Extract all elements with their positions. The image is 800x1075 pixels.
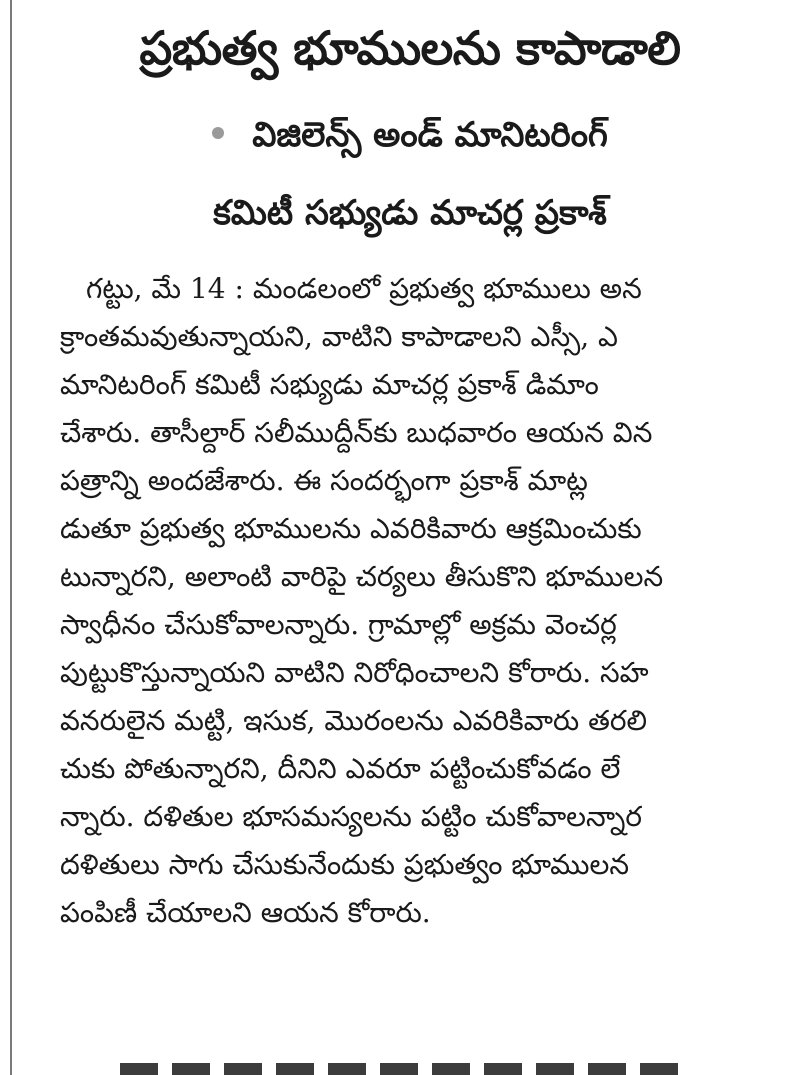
body-line-9: పుట్టుకొస్తున్నాయని వాటిని నిరోధించాలని కోరారు. సహ [60,656,649,689]
body-line-12: న్నారు. దళితుల భూసమస్యలను పట్టిం చుకోవాలన్నార [60,800,642,833]
body-line-11: చుకు పోతున్నారని, దీనిని ఎవరూ పట్టించుకోవడం లే [60,752,621,785]
body-line-1: గట్టు, మే 14 : మండలంలో ప్రభుత్వ భూములు అన [86,272,642,305]
bullet-icon [212,127,224,139]
body-line-4: చేశారు. తాసీల్దార్ సలీముద్దీన్‌కు బుధవారం ఆయన విన [60,416,653,449]
body-line-7: టున్నారని, అలాంటి వారిపై చర్యలు తీసుకొని భూములన [60,560,664,593]
next-article-heading-fragment [120,1052,680,1075]
subheadline-2: కమిటీ సభ్యుడు మాచర్ల ప్రకాశ్ [213,193,607,233]
body-line-2: క్రాంతమవుతున్నాయని, వాటిని కాపాడాలని ఎస్సీ, ఎ [60,320,618,353]
column-rule [10,0,12,1075]
body-line-6: డుతూ ప్రభుత్వ భూములను ఎవరికివారు ఆక్రమించుకు [60,512,642,545]
subheadline-1: విజిలెన్స్ అండ్ మానిటరింగ్ [252,115,608,155]
article-headline: ప్రభుత్వ భూములను కాపాడాలి [139,21,681,75]
body-line-13: దళితులు సాగు చేసుకునేందుకు ప్రభుత్వం భూములన [60,848,630,881]
body-line-8: స్వాధీనం చేసుకోవాలన్నారు. గ్రామాల్లో అక్రమ వెంచర్ల [60,608,617,641]
body-line-3: మానిటరింగ్ కమిటీ సభ్యుడు మాచర్ల ప్రకాశ్ డిమాం [60,368,599,401]
body-line-10: వనరులైన మట్టి, ఇసుక, మొరంలను ఎవరికివారు తరలి [60,704,648,737]
body-line-5: పత్రాన్ని అందజేశారు. ఈ సందర్భంగా ప్రకాశ్ మాట్ల [60,464,588,497]
subheadline-row-1 [40,112,780,158]
body-line-14: పంపిణీ చేయాలని ఆయన కోరారు. [60,896,431,929]
article-body [60,265,800,937]
